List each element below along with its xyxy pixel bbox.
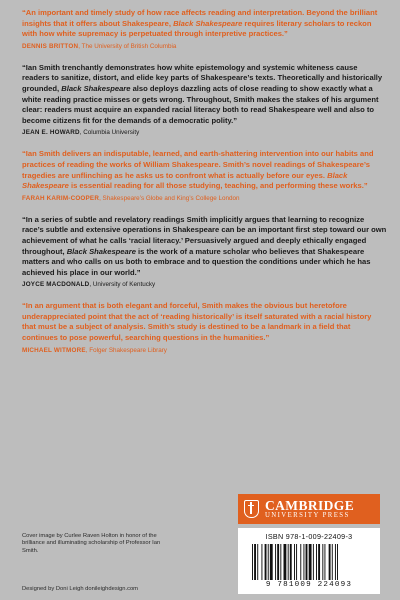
barcode-bar	[252, 544, 253, 580]
endorser-name: JOYCE MACDONALD	[22, 281, 90, 289]
endorsement-karim-cooper	[22, 149, 387, 202]
endorser-affiliation: , Folger Shakespeare Library	[85, 346, 167, 354]
barcode-bar	[309, 544, 312, 580]
barcode-bar	[284, 544, 287, 580]
barcode-bar	[316, 544, 317, 580]
barcode-bar	[300, 544, 301, 580]
barcode-bar	[296, 544, 297, 580]
barcode-bar	[294, 544, 295, 580]
endorsements	[22, 8, 387, 367]
barcode-bar	[270, 544, 273, 580]
endorser-name: FARAH KARIM-COOPER	[22, 194, 100, 202]
barcode-number: 9 781009 224093	[265, 581, 353, 589]
barcode-bar	[280, 544, 281, 580]
barcode-bar	[254, 544, 256, 580]
endorsement-attribution	[22, 43, 387, 51]
cover-image-credit: Cover image by Curlee Raven Holton in honor of the brilliance and illuminating scholarship of Professor Ian Smith.	[22, 533, 161, 554]
endorsement-attribution	[22, 347, 387, 355]
barcode-bar	[322, 544, 323, 580]
barcode-bar	[288, 544, 289, 580]
endorser-name: MICHAEL WITMORE	[22, 346, 86, 354]
barcode-panel	[238, 528, 380, 594]
isbn-label: ISBN 978-1-009-22409-3	[265, 532, 353, 541]
endorsement-quote: “Ian Smith delivers an indisputable, learned, and earth-shattering intervention into our habits and practices of reading the works of William Shakespeare. Smith’s novel readings of Shakespeare’s tragedies are unflinching as he asks us to confront what is actually before our eyes. Black Shakespeare is essential reading for all those studying, teaching, and performing these works.”	[22, 149, 374, 191]
publisher-name: CAMBRIDGE	[265, 497, 355, 513]
endorsement-britton	[22, 8, 387, 51]
barcode-bar	[306, 544, 308, 580]
design-credit: Designed by Doni Leigh donileighdesign.com	[22, 586, 139, 592]
barcode-bar	[275, 544, 276, 580]
publisher-subtitle: UNIVERSITY PRESS	[265, 511, 350, 519]
barcode-bar	[329, 544, 331, 580]
barcode-bar	[261, 544, 262, 580]
endorsement-attribution	[22, 195, 387, 203]
barcode-bar	[303, 544, 304, 580]
endorser-name: DENNIS BRITTON	[22, 42, 79, 50]
barcode-bar	[335, 544, 336, 580]
endorser-affiliation: , University of Kentucky	[89, 281, 156, 289]
barcode-bar	[318, 544, 320, 580]
barcode-bar	[324, 544, 325, 580]
endorser-affiliation: , Shakespeare’s Globe and King’s College London	[99, 194, 240, 202]
barcode-bar	[290, 544, 292, 580]
endorsement-attribution	[22, 281, 387, 289]
endorsement-witmore	[22, 301, 387, 354]
publisher-logo	[238, 494, 380, 524]
barcode-bar	[268, 544, 269, 580]
barcode-bar	[337, 544, 338, 580]
endorsement-howard	[22, 63, 387, 138]
endorsement-attribution	[22, 129, 387, 137]
barcode-bar	[277, 544, 279, 580]
endorser-name: JEAN E. HOWARD	[22, 129, 80, 137]
endorsement-macdonald	[22, 215, 387, 290]
barcode-icon	[250, 544, 368, 580]
barcode-bar	[313, 544, 314, 580]
endorsement-quote: “In an argument that is both elegant and forceful, Smith makes the obvious but heretofore underappreciated point that the act of ‘reading historically’ is itself saturated with a racial history that must be a subject of analysis. Smith’s study is destined to be a landmark in a field that continues to pose powerful, searching questions in the humanities.”	[22, 301, 372, 343]
endorsement-quote: “In a series of subtle and revelatory readings Smith implicitly argues that learning to recognize race’s subtle and extensive operations in Shakespeare can be an important first step toward our own achievement of what he calls ‘racial literacy.’ Persuasively argued and deeply ethically engaged throughout, Black Shakespeare is the work of a mature scholar who believes that Shakespeare matters and who calls on us both to embrace and to question the conditions under which he has achieved his place in our world.”	[22, 214, 387, 277]
shield-icon	[244, 500, 259, 518]
endorsement-quote: “Ian Smith trenchantly demonstrates how white epistemology and systemic whiteness cause readers to sanitize, distort, and elide key parts of Shakespeare’s texts. Theoretically and historically grounded, Black Shakespeare also deploys dazzling acts of close reading to show exactly what a white reading practice misses or gets wrong. Throughout, Smith makes the stakes of his argument clear: readers must acquire an expanded racial literacy both to read Shakespeare well and also to become citizens fit for the demands of a democratic polity.”	[22, 62, 383, 125]
barcode-bar	[332, 544, 333, 580]
barcode-bar	[257, 544, 258, 580]
endorser-affiliation: , The University of British Columbia	[78, 42, 177, 50]
endorser-affiliation: , Columbia University	[79, 129, 140, 137]
barcode-bar	[265, 544, 267, 580]
endorsement-quote: “An important and timely study of how race affects reading and interpretation. Beyond the brilliant insights that it offers about Shakespeare, Black Shakespeare requires literary scholars to reckon with how white supremacy is perpetuated through interpretive practices.”	[22, 8, 378, 39]
